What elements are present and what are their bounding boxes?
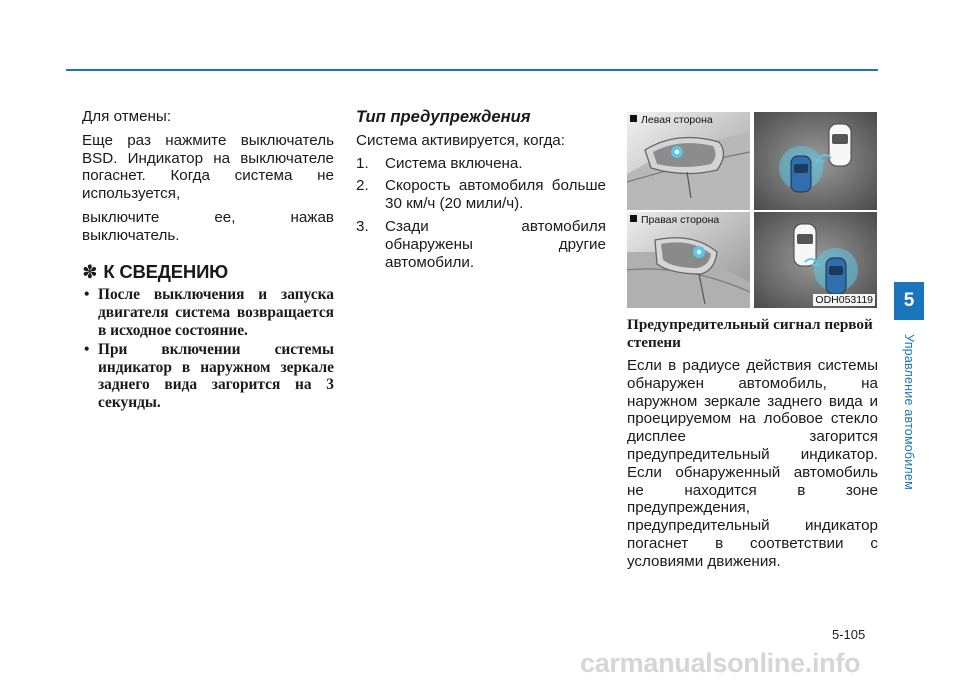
left-side-label-text: Левая сторона [641,114,713,126]
figure-code: ODH053119 [815,294,873,306]
first-level-warning-heading: Предупредительный сигнал первой степени [627,316,873,351]
chapter-title-text: Управление автомобилем [902,334,916,490]
cancel-paragraph: Еще раз нажмите выключатель BSD. Индикатор на выключателе погаснет. Когда система не используется, [82,131,334,203]
square-bullet-icon [630,115,637,122]
note-heading [82,260,334,282]
condition-item [356,155,606,173]
condition-text: Система включена. [385,154,523,172]
bsd-illustration [627,112,877,308]
note-title: К СВЕДЕНИЮ [103,260,229,282]
note-item: • После выключения и запуска двигателя система возвращается в исходное состояние. [82,286,334,339]
condition-text: Скорость автомобиля больше 30 км/ч (20 мили/ч). [385,177,606,213]
chapter-number: 5 [903,290,915,311]
first-level-warning-body: Если в радиусе действия системы обнаружен автомобиль, на наружном зеркале заднего вида и проецируемом на лобовое стекло дисплее загорится предупредительный индикатор. Если обнаруженный автомобиль не находится в зоне предупреждения, предупредительный индикатор погаснет в соответствии с условиями движения. [627,357,878,570]
activation-intro: Система активируется, когда: [356,131,565,149]
condition-number: 1. [356,154,369,172]
condition-item [356,218,606,271]
right-mirror-panel [627,212,750,308]
activation-conditions [356,155,606,272]
note-item: • При включении системы индикатор в наружном зеркале заднего вида загорится на 3 секунды. [82,341,334,412]
chapter-tab [894,282,924,320]
column-left [82,108,334,413]
cancel-paragraph-3: выключатель. [82,226,180,244]
note-list [82,286,334,412]
chapter-title [897,318,921,506]
left-topview-panel [754,112,877,210]
condition-item [356,177,606,213]
left-side-label [630,114,713,126]
top-rule [66,69,878,71]
right-mirror-icon [627,212,750,308]
right-side-label [630,214,719,226]
right-side-label-text: Правая сторона [641,214,720,226]
topview-left-icon [754,112,877,210]
right-topview-panel [754,212,877,308]
note-marker-icon: ✽ [82,260,98,282]
column-middle [356,108,606,276]
left-mirror-panel [627,112,750,210]
square-bullet-icon [630,215,637,222]
page-number: 5-105 [832,627,866,642]
condition-text: Сзади автомобиля обнаружены другие автомобили. [385,217,606,271]
warning-type-heading: Тип предупреждения [356,107,531,126]
watermark: carmanualsonline.info [580,648,861,678]
condition-number: 3. [356,217,369,235]
cancel-paragraph-2: выключите ее, нажав [82,208,334,226]
left-mirror-icon [627,112,750,210]
cancel-heading: Для отмены: [82,108,172,125]
condition-number: 2. [356,177,369,195]
column-right [627,316,878,571]
